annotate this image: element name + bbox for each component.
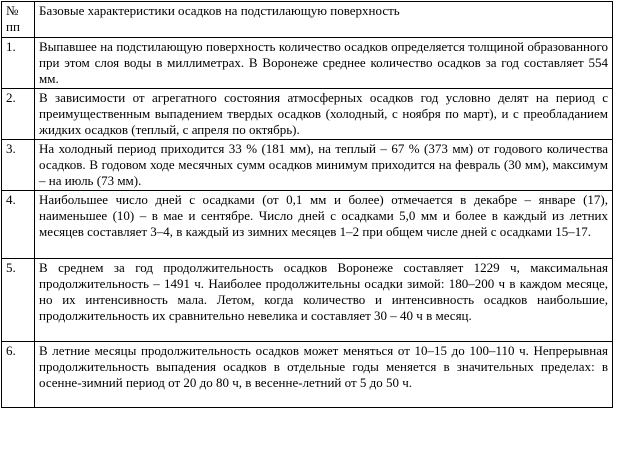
row-text: В среднем за год продолжительность осадков Воронеже составляет 1229 ч, максимальная продолжительность – 1491 ч. Наиболее продолжительны осадки зимой: 180–200 ч в каждом месяце, но их интенсивность мала. Летом, когда количество и интенсивность осадков наибольшие, продолжительность их сравнительно невелика и составляет 30 – 40 ч в месяц. bbox=[35, 259, 613, 342]
table-header-row bbox=[2, 2, 613, 38]
table-row bbox=[2, 89, 613, 140]
row-text: На холодный период приходится 33 % (181 мм), на теплый – 67 % (373 мм) от годового количества осадков. В годовом ходе месячных сумм осадков минимум приходится на февраль (30 мм), максимум – на июль (73 мм). bbox=[35, 140, 613, 191]
header-title-cell: Базовые характеристики осадков на подстилающую поверхность bbox=[35, 2, 613, 38]
row-number: 2. bbox=[2, 89, 35, 140]
row-number: 3. bbox=[2, 140, 35, 191]
row-text: В летние месяцы продолжительность осадков может меняться от 10–15 до 100–110 ч. Непрерывная продолжительность выпадения осадков в отдельные годы меняется в значительных пределах: в осенне-зимний период от 20 до 80 ч, в весенне-летний от 5 до 50 ч. bbox=[35, 342, 613, 408]
row-number: 6. bbox=[2, 342, 35, 408]
row-number: 4. bbox=[2, 191, 35, 259]
row-number: 5. bbox=[2, 259, 35, 342]
table-row bbox=[2, 38, 613, 89]
row-text: Наибольшее число дней с осадками (от 0,1 мм и более) отмечается в декабре – январе (17), наименьшее (10) – в мае и сентябре. Число дней с осадками 5,0 мм и более в каждый из летних месяцев составляет 3–4, в каждый из зимних месяцев 1–2 при общем числе дней с осадками 15–17. bbox=[35, 191, 613, 259]
table-row bbox=[2, 140, 613, 191]
row-text: В зависимости от агрегатного состояния атмосферных осадков год условно делят на период с преимущественным выпадением твердых осадков (холодный, с ноября по март), и с преобладанием жидких осадков (теплый, с апреля по октябрь). bbox=[35, 89, 613, 140]
row-number: 1. bbox=[2, 38, 35, 89]
precipitation-table bbox=[1, 1, 613, 408]
table-row bbox=[2, 259, 613, 342]
table-row bbox=[2, 342, 613, 408]
header-number-cell: № пп bbox=[2, 2, 35, 38]
table-row bbox=[2, 191, 613, 259]
row-text: Выпавшее на подстилающую поверхность количество осадков определяется толщиной образованного при этом слоя воды в миллиметрах. В Воронеже среднее количество осадков за год составляет 554 мм. bbox=[35, 38, 613, 89]
